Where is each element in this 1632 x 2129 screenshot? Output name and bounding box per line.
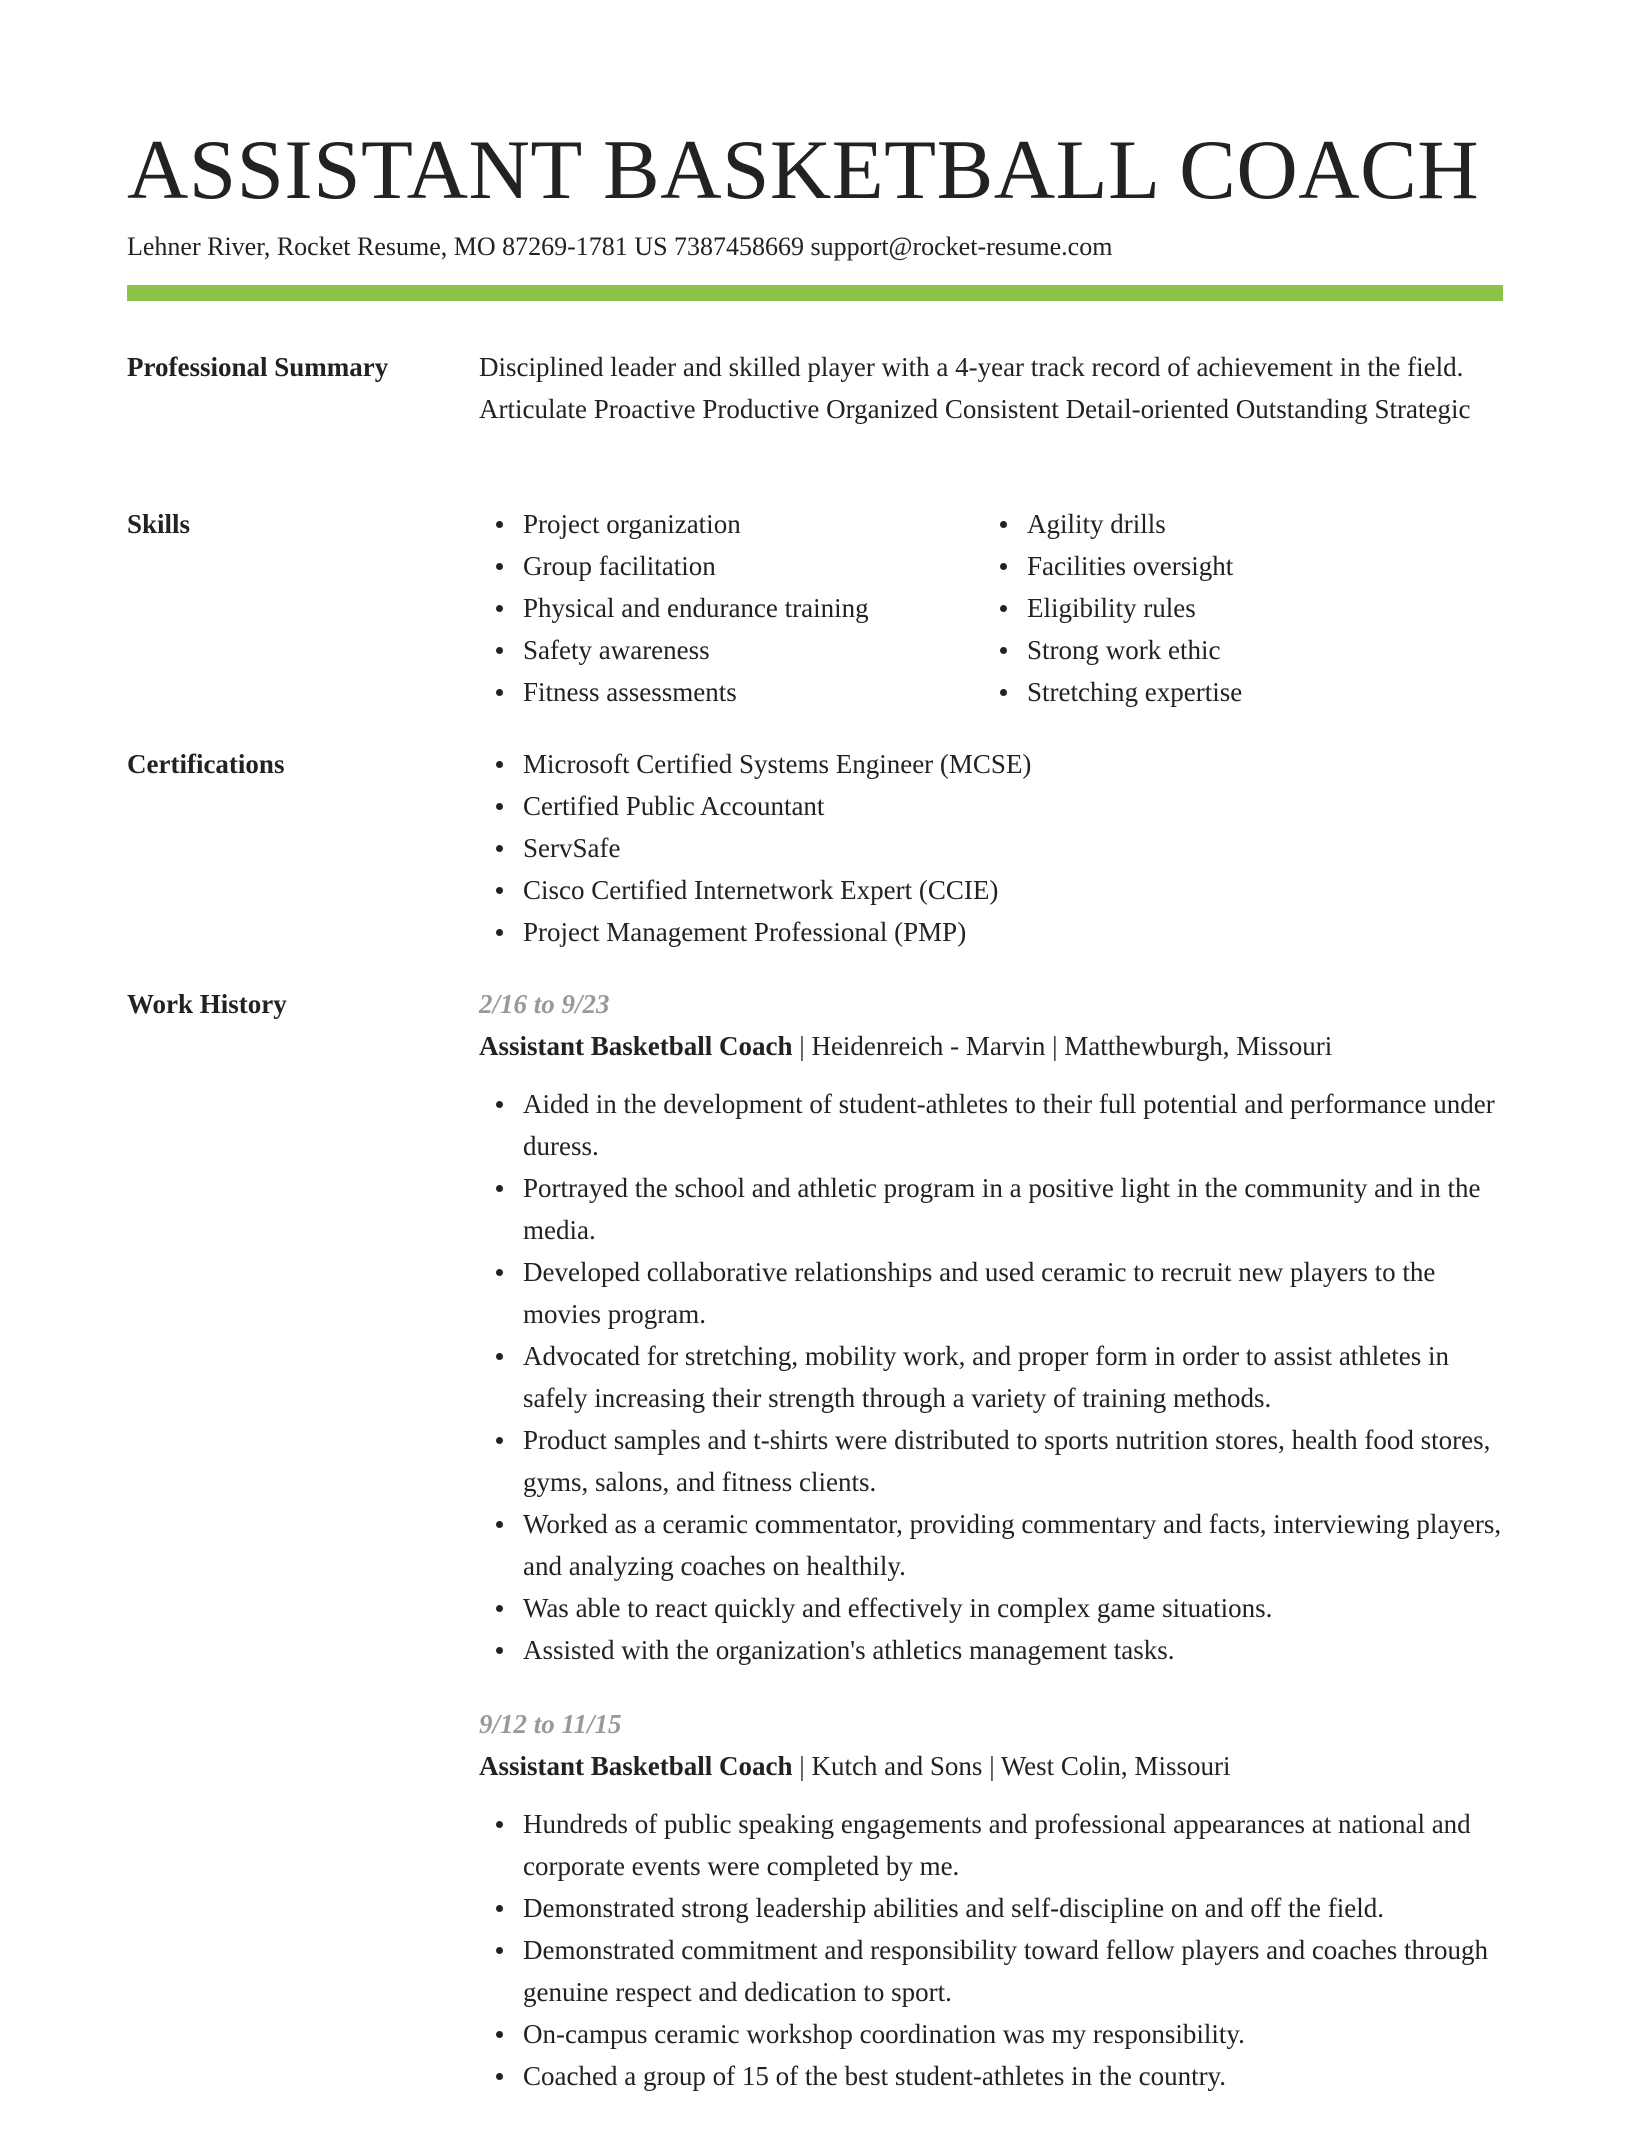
contact-info: Lehner River, Rocket Resume, MO 87269-1781 US 7387458669 support@rocket-resume.com — [127, 232, 1113, 261]
job-bullet: Aided in the development of student-athletes to their full potential and performance under duress. — [479, 1083, 1503, 1167]
skill-item: Fitness assessments — [479, 671, 979, 713]
job-employer-location: | Kutch and Sons | West Colin, Missouri — [792, 1751, 1231, 1781]
job-bullet: Hundreds of public speaking engagements and professional appearances at national and corporate events were completed by me. — [479, 1803, 1503, 1887]
resume-title: ASSISTANT BASKETBALL COACH — [127, 123, 1480, 217]
job-employer-location: | Heidenreich - Marvin | Matthewburgh, Missouri — [792, 1031, 1333, 1061]
certifications-body — [479, 743, 1503, 953]
skills-label: Skills — [127, 509, 191, 539]
skills-list-left — [479, 503, 979, 713]
certification-item: Certified Public Accountant — [479, 785, 1503, 827]
job-bullet: Portrayed the school and athletic program in a positive light in the community and in the media. — [479, 1167, 1503, 1251]
job-bullet: Demonstrated strong leadership abilities and self-discipline on and off the field. — [479, 1887, 1503, 1929]
accent-divider — [127, 285, 1503, 301]
job-heading — [479, 1025, 1503, 1067]
job-dates: 9/12 to 11/15 — [479, 1709, 622, 1739]
skill-item: Physical and endurance training — [479, 587, 979, 629]
skill-item: Safety awareness — [479, 629, 979, 671]
summary-text: Disciplined leader and skilled player with a 4-year track record of achievement in the field. Articulate Proactive Productive Organized Consistent Detail-oriented Outstanding Strategic — [479, 352, 1471, 424]
skill-item: Group facilitation — [479, 545, 979, 587]
job-bullets — [479, 1803, 1503, 2097]
job-bullet: Worked as a ceramic commentator, providing commentary and facts, interviewing players, and analyzing coaches on healthily. — [479, 1503, 1503, 1587]
job-bullet: Demonstrated commitment and responsibility toward fellow players and coaches through genuine respect and dedication to sport. — [479, 1929, 1503, 2013]
certification-item: ServSafe — [479, 827, 1503, 869]
work-history-body — [479, 983, 1503, 2129]
skills-section — [127, 503, 1503, 718]
skills-columns — [479, 503, 1503, 713]
certifications-list — [479, 743, 1503, 953]
skills-list-right — [983, 503, 1483, 713]
skill-item: Project organization — [479, 503, 979, 545]
skill-item: Strong work ethic — [983, 629, 1483, 671]
summary-section — [127, 346, 1503, 476]
job-entry — [479, 983, 1503, 1671]
certifications-label: Certifications — [127, 749, 285, 779]
summary-body — [479, 346, 1503, 430]
job-bullet: Coached a group of 15 of the best student-athletes in the country. — [479, 2055, 1503, 2097]
summary-label: Professional Summary — [127, 352, 389, 382]
work-history-label: Work History — [127, 989, 287, 1019]
skill-item: Facilities oversight — [983, 545, 1483, 587]
certification-item: Microsoft Certified Systems Engineer (MCSE) — [479, 743, 1503, 785]
job-bullet: On-campus ceramic workshop coordination was my responsibility. — [479, 2013, 1503, 2055]
skills-body — [479, 503, 1503, 713]
job-bullet: Developed collaborative relationships and used ceramic to recruit new players to the movies program. — [479, 1251, 1503, 1335]
work-history-section — [127, 983, 1503, 2103]
certification-item: Project Management Professional (PMP) — [479, 911, 1503, 953]
job-entry — [479, 1703, 1503, 2097]
job-bullet: Was able to react quickly and effectively in complex game situations. — [479, 1587, 1503, 1629]
certification-item: Cisco Certified Internetwork Expert (CCIE) — [479, 869, 1503, 911]
job-bullets — [479, 1083, 1503, 1671]
job-dates: 2/16 to 9/23 — [479, 989, 610, 1019]
skill-item: Agility drills — [983, 503, 1483, 545]
skill-item: Stretching expertise — [983, 671, 1483, 713]
job-heading — [479, 1745, 1503, 1787]
job-bullet: Product samples and t-shirts were distributed to sports nutrition stores, health food stores, gyms, salons, and fitness clients. — [479, 1419, 1503, 1503]
job-title: Assistant Basketball Coach — [479, 1751, 793, 1781]
skill-item: Eligibility rules — [983, 587, 1483, 629]
job-bullet: Advocated for stretching, mobility work, and proper form in order to assist athletes in safely increasing their strength through a variety of training methods. — [479, 1335, 1503, 1419]
certifications-section — [127, 743, 1503, 958]
job-title: Assistant Basketball Coach — [479, 1031, 793, 1061]
job-bullet: Assisted with the organization's athletics management tasks. — [479, 1629, 1503, 1671]
